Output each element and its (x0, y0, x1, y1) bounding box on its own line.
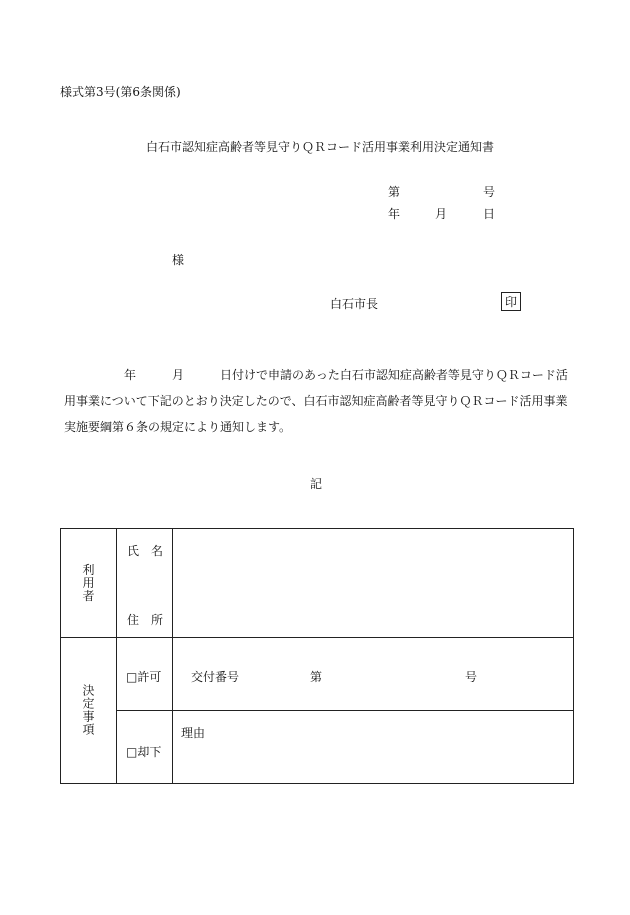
reason-label: 理由 (181, 725, 206, 740)
decision-header-cell (61, 637, 117, 783)
doc-number-dai: 第 (388, 185, 401, 199)
page-title: 白石市認知症高齢者等見守りＱＲコード活用事業利用決定通知書 (146, 140, 495, 154)
date-day: 日 (483, 207, 496, 221)
issue-number-dai: 第 (310, 669, 323, 684)
user-header: 利用者 (81, 563, 95, 603)
address-label: 住 所 (127, 612, 164, 627)
approve-checkbox-label[interactable]: □許可 (126, 669, 162, 684)
issue-number-label: 交付番号 (191, 669, 240, 684)
name-label-cell (117, 529, 173, 601)
user-value-cell[interactable] (173, 529, 574, 638)
user-header-cell (61, 529, 117, 638)
body-paragraph (64, 362, 572, 440)
body-line-2: 用事業について下記のとおり決定したので、白石市認知症高齢者等見守りＱＲコード活用事業 (64, 394, 568, 408)
doc-number-go: 号 (483, 185, 496, 199)
body-line-1: 年 月 日付けで申請のあった白石市認知症高齢者等見守りＱＲコード活 (124, 368, 568, 382)
address-label-cell (117, 601, 173, 638)
reject-cell[interactable] (117, 710, 173, 783)
name-label: 氏 名 (127, 544, 164, 558)
addressee-suffix: 様 (172, 253, 185, 267)
decision-header: 決定事項 (81, 684, 95, 736)
date-month: 月 (435, 207, 448, 221)
issuer-name: 白石市長 (330, 297, 379, 311)
body-line-3: 実施要綱第６条の規定により通知します。 (64, 420, 292, 434)
seal-box: 印 (501, 292, 521, 311)
reason-cell[interactable] (173, 710, 574, 783)
approve-cell[interactable] (117, 637, 173, 710)
issue-number-cell (173, 637, 574, 710)
date-year: 年 (388, 207, 401, 221)
form-number: 様式第3号(第6条関係) (60, 85, 181, 99)
reject-checkbox-label[interactable]: □却下 (126, 744, 162, 759)
issue-number-go: 号 (465, 669, 478, 684)
decision-table (60, 528, 574, 784)
ki-heading: 記 (310, 477, 323, 491)
